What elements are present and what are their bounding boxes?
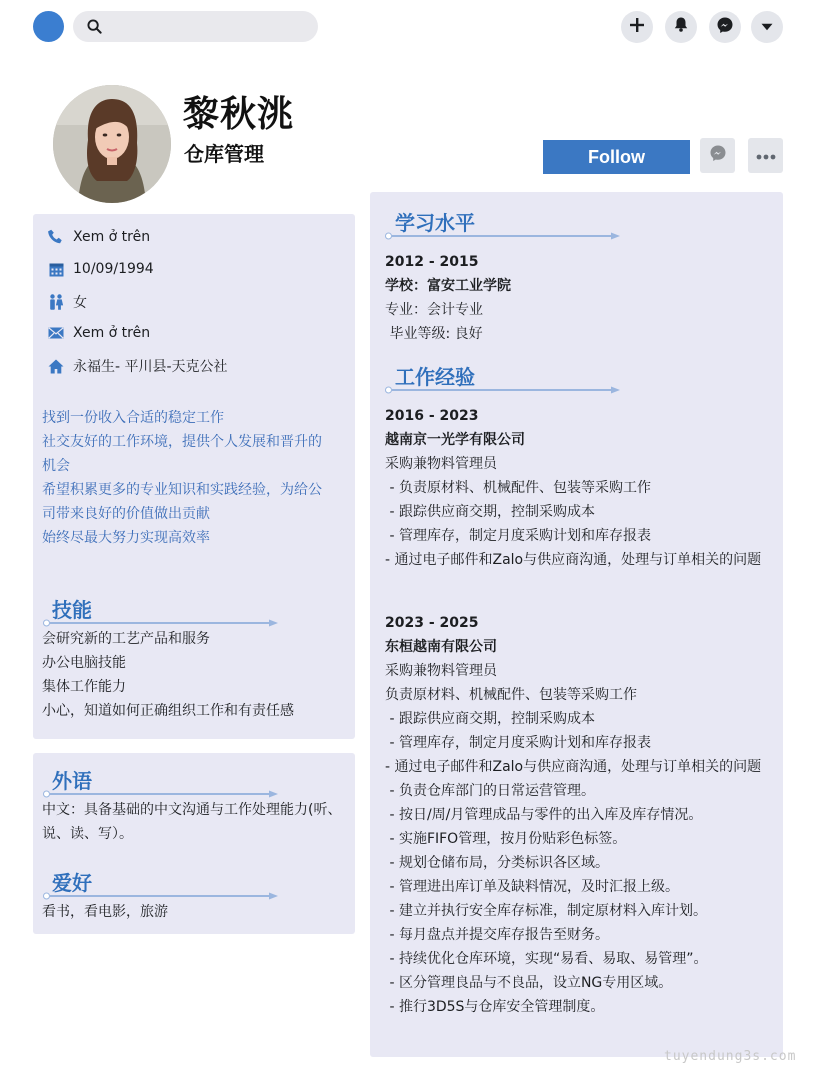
- job-duty: - 规划仓储布局，分类标识各区域。: [385, 855, 609, 871]
- contact-gender: [47, 292, 87, 312]
- notifications-button[interactable]: [665, 11, 697, 43]
- job-role: 采购兼物料管理员: [385, 456, 497, 472]
- job-duty: 负责原材料、机械配件、包装等采购工作: [385, 687, 637, 703]
- section-divider: [385, 385, 621, 395]
- education-heading: 学习水平: [395, 211, 475, 235]
- goal-item: 找到一份收入合适的稳定工作: [42, 410, 224, 426]
- bell-icon: [674, 17, 688, 37]
- contact-email-text: Xem ở trên: [73, 325, 151, 341]
- job-duty: - 区分管理良品与不良品，设立NG专用区域。: [385, 975, 673, 991]
- home-icon: [47, 357, 65, 375]
- languages-description: 中文：具备基础的中文沟通与工作处理能力(听、说、读、写）。: [42, 802, 342, 842]
- gender-icon: [47, 293, 65, 311]
- skill-item: 集体工作能力: [42, 679, 126, 695]
- job-duty: - 负责原材料、机械配件、包装等采购工作: [385, 480, 651, 496]
- experience-heading: 工作经验: [395, 365, 475, 389]
- profile-name: 黎秋洮: [183, 94, 295, 135]
- contact-gender-text: 女: [73, 295, 87, 311]
- job-duty: - 通过电子邮件和Zalo与供应商沟通，处理与订单相关的问题: [385, 552, 762, 568]
- search-input[interactable]: [73, 11, 318, 42]
- follow-button[interactable]: Follow: [543, 140, 690, 174]
- contact-address: [47, 356, 228, 376]
- job-duty: - 推行3D5S与仓库安全管理制度。: [385, 999, 605, 1015]
- job-role: 采购兼物料管理员: [385, 663, 497, 679]
- site-logo[interactable]: [33, 11, 64, 42]
- job-duty: - 管理进出库订单及缺料情况，及时汇报上级。: [385, 879, 679, 895]
- messenger-button[interactable]: [709, 11, 741, 43]
- education-block: [385, 250, 511, 346]
- caret-down-icon: [761, 18, 773, 36]
- job-duty: - 实施FIFO管理，按月份贴彩色标签。: [385, 831, 627, 847]
- contact-phone: [47, 228, 150, 246]
- job-duty: - 管理库存，制定月度采购计划和库存报表: [385, 528, 651, 544]
- calendar-icon: [47, 260, 65, 278]
- section-divider: [385, 231, 621, 241]
- profile-job-title: 仓库管理: [184, 142, 264, 166]
- search-icon: [87, 19, 102, 39]
- job-company: 越南京一光学有限公司: [385, 432, 525, 448]
- more-options-button[interactable]: [748, 138, 783, 173]
- job-duty: - 每月盘点并提交库存报告至财务。: [385, 927, 609, 943]
- hobbies-text: 看书，看电影，旅游: [42, 904, 168, 920]
- job-period: 2023 - 2025: [385, 615, 479, 631]
- contact-birthday: [47, 260, 154, 278]
- account-menu-button[interactable]: [751, 11, 783, 43]
- career-goals: [42, 406, 332, 550]
- watermark: tuyendung3s.com: [664, 1049, 797, 1064]
- job-duty: - 建立并执行安全库存标准，制定原材料入库计划。: [385, 903, 707, 919]
- education-school: 学校：富安工业学院: [385, 278, 511, 294]
- profile-photo: [53, 85, 171, 203]
- contact-birthday-text: 10/09/1994: [73, 261, 154, 277]
- languages-hobbies-panel: [33, 753, 355, 934]
- job-duty: - 按日/周/月管理成品与零件的出入库及库存情况。: [385, 807, 703, 823]
- languages-heading: 外语: [52, 769, 92, 793]
- education-period: 2012 - 2015: [385, 254, 479, 270]
- skills-list: [42, 627, 294, 723]
- messenger-icon: [717, 17, 733, 38]
- goal-item: 社交友好的工作环境，提供个人发展和晋升的机会: [42, 434, 322, 474]
- phone-icon: [47, 228, 65, 246]
- education-grade: 毕业等级: 良好: [385, 326, 483, 342]
- skills-heading: 技能: [52, 598, 92, 622]
- messenger-icon: [710, 145, 726, 166]
- skill-item: 会研究新的工艺产品和服务: [42, 631, 210, 647]
- job-period: 2016 - 2023: [385, 408, 479, 424]
- education-major: 专业：会计专业: [385, 302, 483, 318]
- skill-item: 小心，知道如何正确组织工作和有责任感: [42, 703, 294, 719]
- job-duty: - 负责仓库部门的日常运营管理。: [385, 783, 595, 799]
- job-duty: - 跟踪供应商交期，控制采购成本: [385, 711, 595, 727]
- personal-info-panel: [33, 214, 355, 739]
- job-duty: - 通过电子邮件和Zalo与供应商沟通，处理与订单相关的问题: [385, 759, 762, 775]
- job-duty: - 跟踪供应商交期，控制采购成本: [385, 504, 595, 520]
- skill-item: 办公电脑技能: [42, 655, 126, 671]
- job-company: 东桓越南有限公司: [385, 639, 497, 655]
- goal-item: 始终尽最大努力实现高效率: [42, 530, 210, 546]
- message-button[interactable]: [700, 138, 735, 173]
- job-duty: - 管理库存，制定月度采购计划和库存报表: [385, 735, 651, 751]
- contact-phone-text: Xem ở trên: [73, 229, 151, 245]
- contact-email: [47, 324, 150, 342]
- create-button[interactable]: [621, 11, 653, 43]
- job-duty: - 持续优化仓库环境，实现“易看、易取、易管理”。: [385, 951, 708, 967]
- contact-address-text: 永福生- 平川县-天克公社: [73, 359, 228, 375]
- goal-item: 希望积累更多的专业知识和实践经验，为给公司带来良好的价值做出贡献: [42, 482, 322, 522]
- job-entry: [385, 404, 770, 572]
- plus-icon: [630, 18, 644, 37]
- mail-icon: [47, 324, 65, 342]
- education-experience-panel: [370, 192, 783, 1057]
- more-dots-icon: [756, 147, 776, 165]
- job-entry: [385, 611, 770, 1019]
- hobbies-heading: 爱好: [52, 871, 92, 895]
- languages-text: [42, 798, 342, 846]
